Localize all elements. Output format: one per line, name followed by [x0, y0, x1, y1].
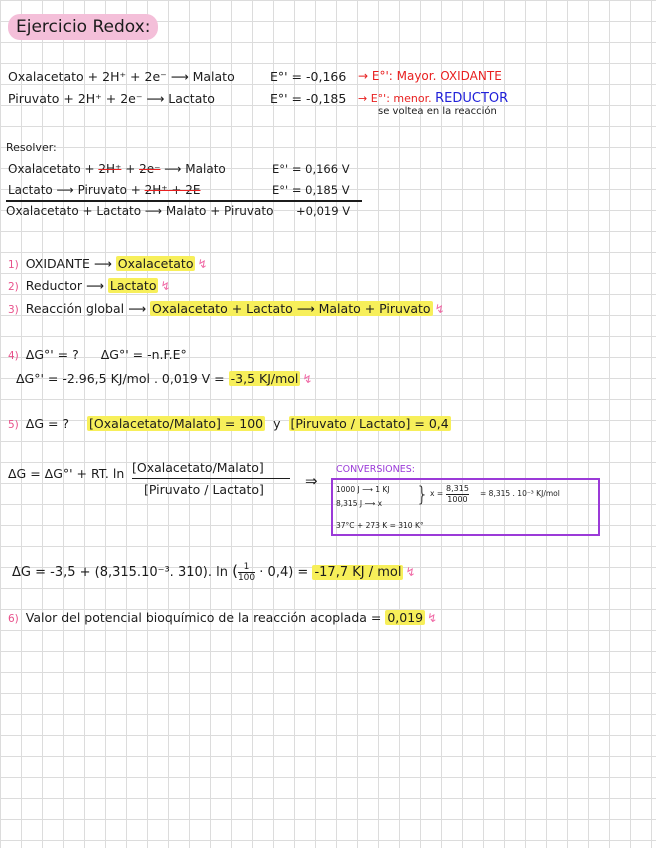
resolver-l3-val: +0,019 V [296, 204, 351, 218]
answer-2-value: Lactato [109, 278, 157, 293]
answer-5-conc-2: [Piruvato / Lactato] = 0,4 [290, 416, 449, 431]
answer-5-number: 5) [8, 419, 19, 431]
answer-5-calc-end: · 0,4) = [259, 565, 309, 580]
answer-4-formula: ΔG°' = -n.F.E° [100, 347, 187, 362]
resolver-l2-a: Lactato ⟶ Piruvato + [8, 183, 141, 197]
resolver-l1-val: E°' = 0,166 V [272, 162, 350, 176]
conversiones-title: CONVERSIONES: [336, 464, 415, 475]
note-reductor [358, 91, 508, 106]
answer-5-formula-left: ΔG = ΔG°' + RT. ln [8, 466, 125, 481]
conv-row-2: 8,315 J ⟶ x [336, 499, 383, 508]
pen-mark-icon: ↯ [302, 372, 313, 386]
implies-arrow-icon: ⇒ [305, 472, 318, 490]
answer-6-number: 6) [8, 613, 19, 625]
pen-mark-icon: ↯ [427, 611, 438, 625]
resolver-l1-b: 2H⁺ [98, 162, 122, 176]
pen-mark-icon: ↯ [405, 565, 416, 579]
conv-x-den: 1000 [447, 495, 468, 504]
resolver-line-1 [8, 162, 226, 176]
answer-4-number: 4) [8, 350, 19, 362]
answer-1 [8, 256, 208, 271]
answer-2 [8, 278, 171, 293]
answer-1-value: Oxalacetato [117, 256, 194, 271]
pen-mark-icon: ↯ [434, 302, 445, 316]
conv-x-res: = 8,315 . 10⁻³ KJ/mol [480, 489, 560, 498]
answer-5-question [8, 416, 451, 431]
answer-3-number: 3) [8, 304, 19, 316]
note-reductor-label: REDUCTOR [435, 91, 509, 106]
note-voltea: se voltea en la reacción [378, 106, 497, 117]
answer-2-label: Reductor ⟶ [25, 278, 104, 293]
answer-3 [8, 301, 445, 316]
answer-4-calc [16, 371, 312, 386]
resolver-l1-a: Oxalacetato + [8, 162, 95, 176]
answer-5-frac-num: 1 [238, 562, 255, 573]
answer-6 [8, 610, 437, 625]
answer-1-label: OXIDANTE ⟶ [25, 256, 112, 271]
resolver-l2-b: 2H⁺ + 2E [144, 183, 201, 197]
conv-x-num: 8,315 [446, 484, 469, 493]
potential-piruvato: E°' = -0,185 [270, 91, 347, 106]
conv-fraction [446, 484, 469, 505]
answer-4-q: ΔG°' = ? [25, 347, 79, 362]
resolver-l1-c: + [125, 162, 136, 176]
resolver-line-2 [8, 183, 201, 197]
answer-5-calc-text: ΔG = -3,5 + (8,315.10⁻³. 310). ln [12, 565, 228, 580]
brace-icon: } [416, 482, 429, 506]
reaction-oxalacetato: Oxalacetato + 2H⁺ + 2e⁻ ⟶ Malato [8, 69, 235, 84]
answer-4-calc-text: ΔG°' = -2.96,5 KJ/mol . 0,019 V = [16, 371, 225, 386]
answer-1-number: 1) [8, 259, 19, 271]
answer-5-frac-den: 100 [237, 573, 256, 583]
conv-row-1: 1000 J ⟶ 1 KJ [336, 485, 390, 494]
resolver-l2-val: E°' = 0,185 V [272, 183, 350, 197]
answer-5-calc: ΔG = -3,5 + (8,315.10⁻³. 310). ln ( $\frac{1}{100}$ · 0,4) = -17,7 KJ / mol ↯ [12, 562, 416, 583]
potential-oxalacetato: E°' = -0,166 [270, 69, 347, 84]
answer-5-formula [8, 466, 124, 481]
resolver-l1-e: ⟶ Malato [164, 162, 226, 176]
pen-mark-icon: ↯ [160, 279, 171, 293]
answer-5-conc-1: [Oxalacetato/Malato] = 100 [89, 416, 264, 431]
conv-temp: 37°C + 273 K = 310 K° [336, 521, 424, 530]
answer-5-y: y [273, 416, 281, 431]
answer-6-text: Valor del potencial bioquímico de la reacción acoplada = [25, 610, 382, 625]
answer-2-number: 2) [8, 281, 19, 293]
answer-4-question [8, 347, 187, 362]
note-oxidante: → E°': Mayor. OXIDANTE [358, 69, 502, 83]
resolver-line-3: Oxalacetato + Lactato ⟶ Malato + Piruvato [6, 204, 274, 218]
note-menor: → E°': menor. [358, 92, 432, 105]
answer-5-formula-num: [Oxalacetato/Malato] [132, 460, 264, 475]
pen-mark-icon: ↯ [197, 257, 208, 271]
answer-4-result: -3,5 KJ/mol [230, 371, 299, 386]
conv-x-eq: x = [430, 489, 444, 498]
fraction-bar [132, 478, 290, 479]
answer-5-formula-den: [Piruvato / Lactato] [144, 482, 264, 497]
answer-3-label: Reacción global ⟶ [25, 301, 147, 316]
answer-5-q: ΔG = ? [25, 416, 70, 431]
resolver-label: Resolver: [6, 141, 57, 154]
answer-3-value: Oxalacetato + Lactato ⟶ Malato + Piruvato [152, 301, 431, 316]
answer-5-result: -17,7 KJ / mol [314, 565, 402, 580]
answer-6-result: 0,019 [387, 610, 424, 625]
sum-divider [6, 200, 362, 202]
page-title: Ejercicio Redox: [8, 14, 158, 40]
reaction-piruvato: Piruvato + 2H⁺ + 2e⁻ ⟶ Lactato [8, 91, 215, 106]
resolver-l1-d: 2e⁻ [139, 162, 161, 176]
